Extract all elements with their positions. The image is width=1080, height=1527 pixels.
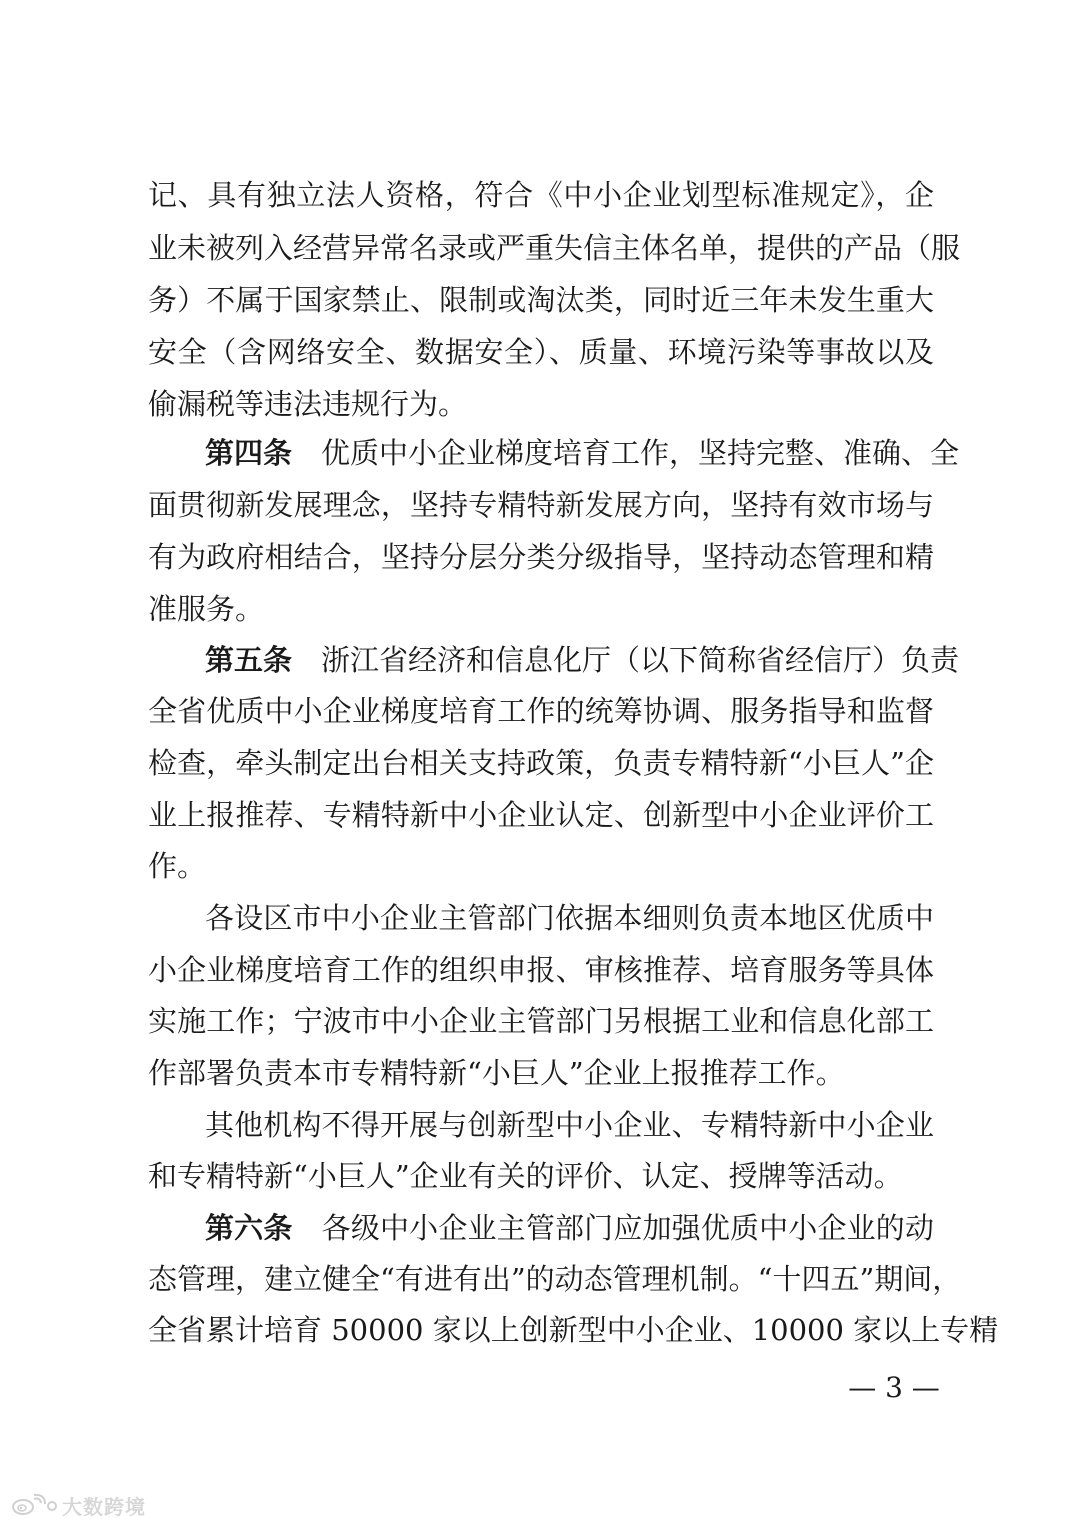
watermark — [10, 1490, 146, 1520]
body-line: 安全（含网络安全、数据安全）、质量、环境污染等事故以及 — [148, 335, 934, 369]
body-line: 业未被列入经营异常名录或严重失信主体名单，提供的产品（服 — [148, 231, 961, 265]
article-heading: 第六条 — [205, 1211, 293, 1245]
paragraph-first-line: 各设区市中小企业主管部门依据本细则负责本地区优质中 — [205, 901, 934, 935]
body-line: 作。 — [148, 849, 207, 883]
article-text: 各级中小企业主管部门应加强优质中小企业的动 — [321, 1211, 934, 1245]
article-heading: 第四条 — [205, 436, 293, 470]
weibo-logo-icon — [10, 1493, 58, 1517]
body-line: 和专精特新“小巨人”企业有关的评价、认定、授牌等活动。 — [148, 1159, 903, 1193]
article-first-line — [205, 1208, 934, 1248]
body-line: 面贯彻新发展理念，坚持专精特新发展方向，坚持有效市场与 — [148, 488, 934, 522]
body-line: 记、具有独立法人资格，符合《中小企业划型标准规定》，企 — [148, 178, 934, 212]
article-text: 优质中小企业梯度培育工作，坚持完整、准确、全 — [321, 436, 960, 470]
article-first-line — [205, 640, 960, 680]
article-text: 浙江省经济和信息化厅（以下简称省经信厅）负责 — [321, 643, 960, 677]
paragraph-first-line: 其他机构不得开展与创新型中小企业、专精特新中小企业 — [205, 1108, 934, 1142]
body-line: 态管理，建立健全“有进有出”的动态管理机制。“十四五”期间， — [148, 1262, 962, 1296]
body-line: 业上报推荐、专精特新中小企业认定、创新型中小企业评价工 — [148, 798, 934, 832]
body-line: 实施工作；宁波市中小企业主管部门另根据工业和信息化部工 — [148, 1004, 934, 1038]
body-line: 有为政府相结合，坚持分层分类分级指导，坚持动态管理和精 — [148, 540, 934, 574]
watermark-text: 大数跨境 — [62, 1494, 146, 1519]
body-line: 全省累计培育 50000 家以上创新型中小企业、10000 家以上专精 — [148, 1313, 999, 1347]
body-line: 准服务。 — [148, 592, 265, 626]
article-heading: 第五条 — [205, 643, 293, 677]
body-line: 作部署负责本市专精特新“小巨人”企业上报推荐工作。 — [148, 1056, 845, 1090]
body-line: 小企业梯度培育工作的组织申报、审核推荐、培育服务等具体 — [148, 953, 934, 987]
body-line: 务）不属于国家禁止、限制或淘汰类，同时近三年未发生重大 — [148, 283, 934, 317]
body-line: 检查，牵头制定出台相关支持政策，负责专精特新“小巨人”企 — [148, 746, 934, 780]
page-number: — 3 — — [848, 1371, 940, 1404]
body-line: 偷漏税等违法违规行为。 — [148, 387, 468, 421]
body-line: 全省优质中小企业梯度培育工作的统筹协调、服务指导和监督 — [148, 694, 934, 728]
article-first-line — [205, 433, 960, 473]
